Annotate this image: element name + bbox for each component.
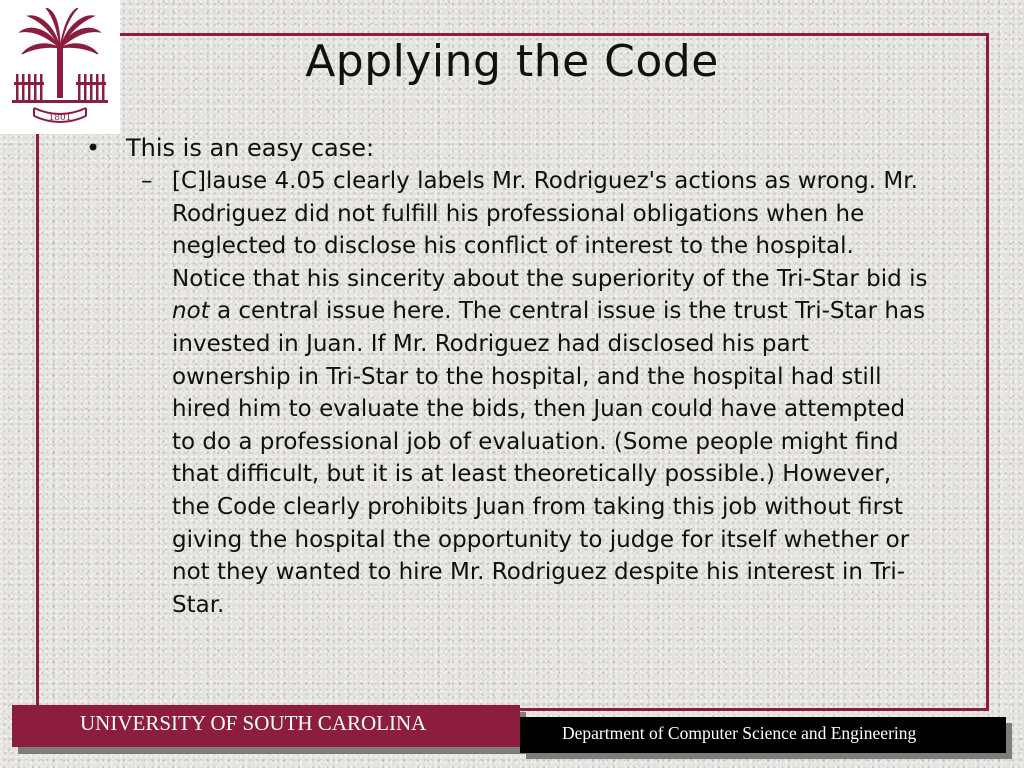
university-footer-bar [12, 705, 520, 747]
sub-bullet-item [86, 165, 932, 621]
sub-bullet-text-part2: a central issue here. The central issue is the trust Tri-Star has invested in Juan. If Mr. Rodriguez had disclosed his part ownership in Tri-Star to the hospital, and the hospital had still hired him to evaluate the bids, then Juan could have attempted to do a professional job of evaluation. (Some people might find that difficult, but it is at least theoretically possible.) However, the Code clearly prohibits Juan from taking this job without first giving the hospital the opportunity to judge for itself whether or not they wanted to hire Mr. Rodriguez despite his interest in Tri-Star. [172, 298, 926, 618]
bullet-item [86, 132, 966, 164]
slide-content [86, 132, 966, 621]
dash-bullet-icon: – [141, 168, 153, 194]
sub-bullet-text-part1: [C]lause 4.05 clearly labels Mr. Rodriguez's actions as wrong. Mr. Rodriguez did not fulfill his professional obligations when he neglected to disclose his conflict of interest to the hospital. Notice that his sincerity about the superiority of the Tri-Star bid is [172, 168, 928, 292]
slide-title: Applying the Code [305, 36, 719, 87]
bullet-text: This is an easy case: [126, 134, 375, 162]
university-name: UNIVERSITY OF SOUTH CAROLINA [80, 711, 427, 735]
logo-year: 1801 [48, 113, 72, 123]
sub-bullet-emphasis: not [172, 298, 210, 325]
department-name: Department of Computer Science and Engineering [562, 723, 917, 743]
department-footer-bar [520, 717, 1006, 753]
bullet-dot-icon: • [86, 134, 101, 162]
